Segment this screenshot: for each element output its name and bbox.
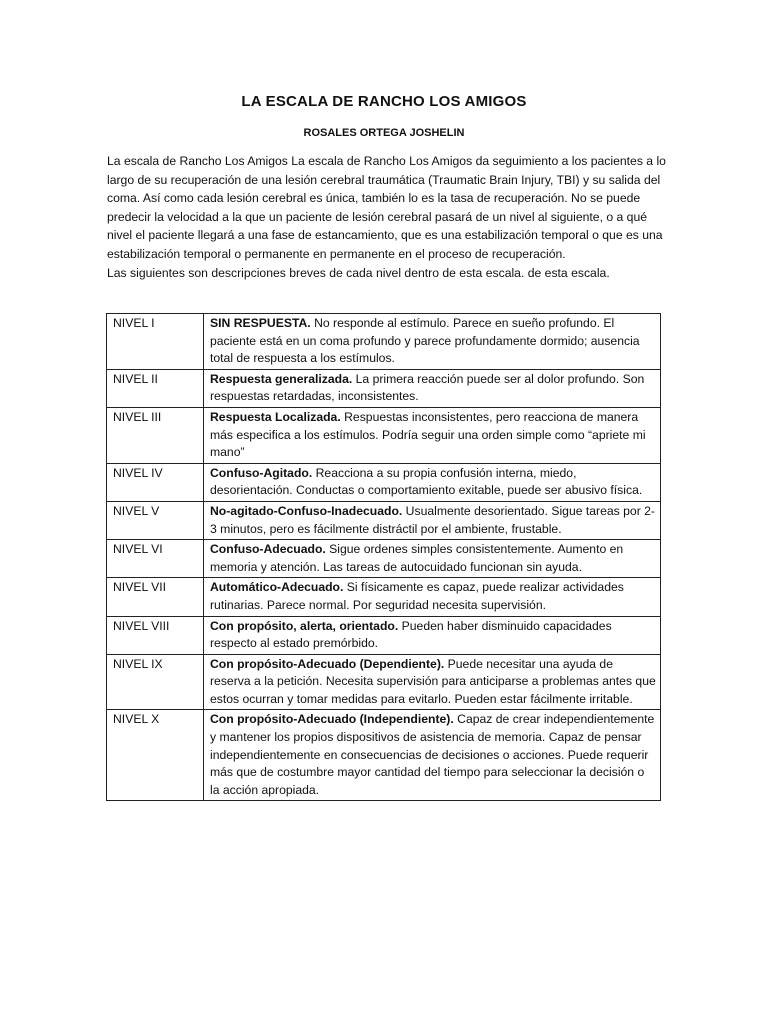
description-cell (204, 616, 661, 654)
level-cell: NIVEL II (107, 369, 204, 407)
level-cell: NIVEL III (107, 407, 204, 463)
level-description: Si físicamente es capaz, puede realizar actividades rutinarias. Parece normal. Por seguridad necesita supervisión. (210, 580, 624, 612)
level-term: Respuesta generalizada. (210, 371, 353, 386)
description-cell (204, 578, 661, 616)
level-term: Confuso-Agitado. (210, 465, 313, 480)
level-term: Respuesta Localizada. (210, 409, 341, 424)
levels-table-body (107, 314, 661, 801)
level-term: Automático-Adecuado. (210, 580, 344, 595)
table-row (107, 616, 661, 654)
level-cell: NIVEL IX (107, 654, 204, 710)
level-cell: NIVEL VIII (107, 616, 204, 654)
document-author: ROSALES ORTEGA JOSHELIN (303, 127, 465, 139)
description-cell (204, 540, 661, 578)
intro-line: Las siguientes son descripciones breves de cada nivel dentro de esta escala. de esta escala. (107, 265, 610, 280)
level-description: Puede necesitar una ayuda de reserva a la petición. Necesita supervisión para anticiparse a problemas antes que estos ocurran y tomar medidas para evitarlo. Pueden estar fácilmente irritable. (210, 656, 656, 706)
level-cell: NIVEL I (107, 314, 204, 370)
description-cell (204, 463, 661, 501)
table-row (107, 540, 661, 578)
level-term: Con propósito-Adecuado (Dependiente). (210, 656, 445, 671)
table-row (107, 463, 661, 501)
description-cell (204, 369, 661, 407)
level-cell: NIVEL VI (107, 540, 204, 578)
level-description: Sigue ordenes simples consistentemente. Aumento en memoria y atención. Las tareas de autocuidado funcionan sin ayuda. (210, 542, 624, 574)
table-row (107, 710, 661, 801)
level-description: Capaz de crear independientemente y mantener los propios dispositivos de asistencia de memoria. Capaz de pensar independientemente en consecuencias de decisiones o acciones. Puede requerir más que de costumbre mayor cantidad del tiempo para seleccionar la decisión o la acción apropiada. (210, 712, 655, 797)
table-row (107, 407, 661, 463)
description-cell (204, 501, 661, 539)
document-title: LA ESCALA DE RANCHO LOS AMIGOS (241, 93, 527, 110)
intro-paragraph: La escala de Rancho Los Amigos La escala de Rancho Los Amigos da seguimiento a los pacientes a lo largo de su recuperación de una lesión cerebral traumática (Traumatic Brain Injury, TBI) y su salida del coma. Así como cada lesión cerebral es única, también lo es la tasa de recuperación. No se puede predecir la velocidad a la que un paciente de lesión cerebral pasará de un nivel al siguiente, o a qué nivel el paciente llegará a una fase de estancamiento, que es una estabilización temporal o que es una estabilización temporal o permanente en permanente en el proceso de recuperación. (107, 154, 666, 261)
level-cell: NIVEL IV (107, 463, 204, 501)
level-term: SIN RESPUESTA. (210, 316, 311, 330)
level-description: Pueden haber disminuido capacidades respecto al estado premórbido. (210, 618, 612, 651)
table-row (107, 654, 661, 710)
levels-table (106, 313, 661, 801)
level-term: Con propósito, alerta, orientado. (210, 618, 399, 633)
table-row (107, 578, 661, 616)
level-term: Confuso-Adecuado. (210, 542, 326, 557)
description-cell (204, 654, 661, 710)
level-description: Respuestas inconsistentes, pero reacciona de manera más especifica a los estímulos. Podría seguir una orden simple como “apriete mi mano” (210, 409, 646, 460)
description-cell (204, 710, 661, 801)
level-cell: NIVEL X (107, 710, 204, 801)
level-description: No responde al estímulo. Parece en sueño profundo. El paciente está en un coma profundo y parece profundamente dormido; ausencia total de respuesta a los estímulos. (210, 316, 640, 366)
table-row (107, 314, 661, 370)
table-row (107, 501, 661, 539)
description-cell (204, 407, 661, 463)
level-cell: NIVEL VII (107, 578, 204, 616)
level-description: Usualmente desorientado. Sigue tareas por 2-3 minutos, pero es fácilmente distráctil por el ambiente, frustable. (210, 503, 655, 536)
level-term: Con propósito-Adecuado (Independiente). (210, 712, 454, 727)
level-term: No-agitado-Confuso-Inadecuado. (210, 503, 403, 518)
table-row (107, 369, 661, 407)
level-description: La primera reacción puede ser al dolor profundo. Son respuestas retardadas, inconsistentes. (210, 371, 645, 404)
description-cell (204, 314, 661, 370)
level-cell: NIVEL V (107, 501, 204, 539)
intro-section (107, 152, 667, 282)
level-description: Reacciona a su propia confusión interna, miedo, desorientación. Conductas o comportamiento exitable, puede ser abusivo física. (210, 465, 643, 498)
